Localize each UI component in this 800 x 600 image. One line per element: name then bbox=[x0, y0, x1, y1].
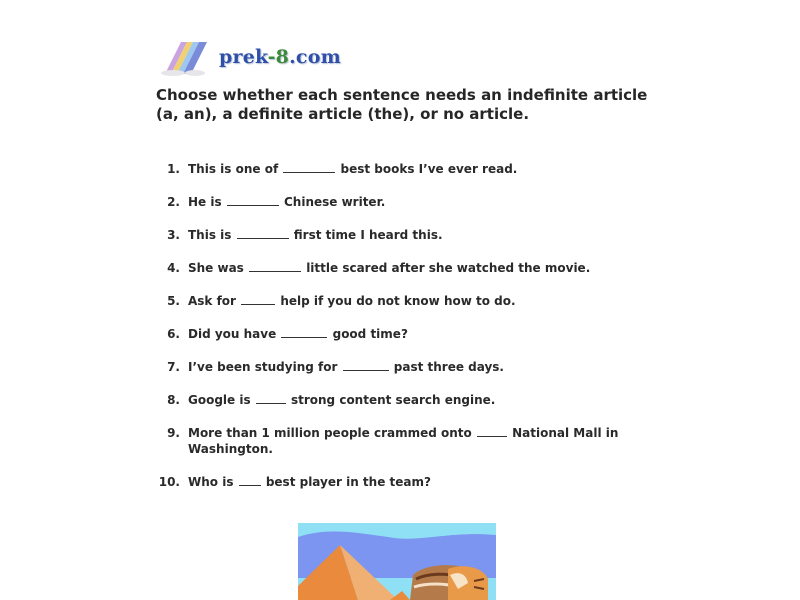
pyramid-icon bbox=[298, 523, 496, 600]
answer-blank[interactable] bbox=[239, 474, 261, 486]
question-text-after: National Mall in Washington. bbox=[188, 426, 623, 456]
question-text bbox=[188, 293, 648, 309]
pyramid-sphinx-illustration bbox=[298, 523, 496, 600]
question-text-after: Chinese writer. bbox=[279, 195, 386, 209]
question-text bbox=[188, 260, 648, 276]
question-text bbox=[188, 425, 648, 457]
logo-text-8: -8 bbox=[267, 46, 290, 68]
question-text-before: This is bbox=[188, 228, 236, 242]
question-number: 3. bbox=[167, 228, 180, 242]
question-text-before: Google is bbox=[188, 393, 255, 407]
question-text bbox=[188, 227, 648, 243]
question-number: 8. bbox=[167, 393, 180, 407]
question-text-before: He is bbox=[188, 195, 226, 209]
answer-blank[interactable] bbox=[249, 260, 301, 272]
question-number: 5. bbox=[167, 294, 180, 308]
question-text-before: She was bbox=[188, 261, 249, 275]
logo-text-prek: prek bbox=[219, 46, 268, 68]
question-number: 4. bbox=[167, 261, 180, 275]
question-text bbox=[188, 326, 648, 342]
site-logo[interactable] bbox=[155, 40, 355, 76]
question-number: 6. bbox=[167, 327, 180, 341]
question-number: 1. bbox=[167, 162, 180, 176]
question-text-after: past three days. bbox=[389, 360, 504, 374]
logo-text-com: .com bbox=[289, 46, 341, 68]
question-number: 2. bbox=[167, 195, 180, 209]
question-text-after: good time? bbox=[328, 327, 408, 341]
answer-blank[interactable] bbox=[283, 161, 335, 173]
question-number: 7. bbox=[167, 360, 180, 374]
question-text-before: More than 1 million people crammed onto bbox=[188, 426, 476, 440]
logo-text bbox=[219, 46, 341, 68]
question-text-before: Who is bbox=[188, 475, 238, 489]
question-text-before: Did you have bbox=[188, 327, 281, 341]
answer-blank[interactable] bbox=[256, 392, 286, 404]
question-number: 9. bbox=[167, 426, 180, 440]
rainbow-icon bbox=[155, 40, 211, 76]
worksheet-instructions: Choose whether each sentence needs an indefinite article (a, an), a definite article (the), or no article. bbox=[156, 86, 648, 123]
question-text-after: strong content search engine. bbox=[286, 393, 496, 407]
question-text-after: little scared after she watched the movie. bbox=[302, 261, 591, 275]
question-text-after: first time I heard this. bbox=[289, 228, 443, 242]
answer-blank[interactable] bbox=[227, 194, 279, 206]
question-number: 10. bbox=[158, 475, 180, 489]
question-text-before: This is one of bbox=[188, 162, 283, 176]
answer-blank[interactable] bbox=[241, 293, 275, 305]
question-text-before: I’ve been studying for bbox=[188, 360, 342, 374]
question-text bbox=[188, 194, 648, 210]
question-text-after: help if you do not know how to do. bbox=[276, 294, 516, 308]
question-text bbox=[188, 474, 648, 490]
answer-blank[interactable] bbox=[343, 359, 389, 371]
answer-blank[interactable] bbox=[477, 425, 507, 437]
answer-blank[interactable] bbox=[237, 227, 289, 239]
question-text bbox=[188, 161, 648, 177]
question-text-after: best books I’ve ever read. bbox=[336, 162, 518, 176]
question-text bbox=[188, 359, 648, 375]
question-text-before: Ask for bbox=[188, 294, 241, 308]
question-text-after: best player in the team? bbox=[261, 475, 431, 489]
answer-blank[interactable] bbox=[281, 326, 327, 338]
question-text bbox=[188, 392, 648, 408]
